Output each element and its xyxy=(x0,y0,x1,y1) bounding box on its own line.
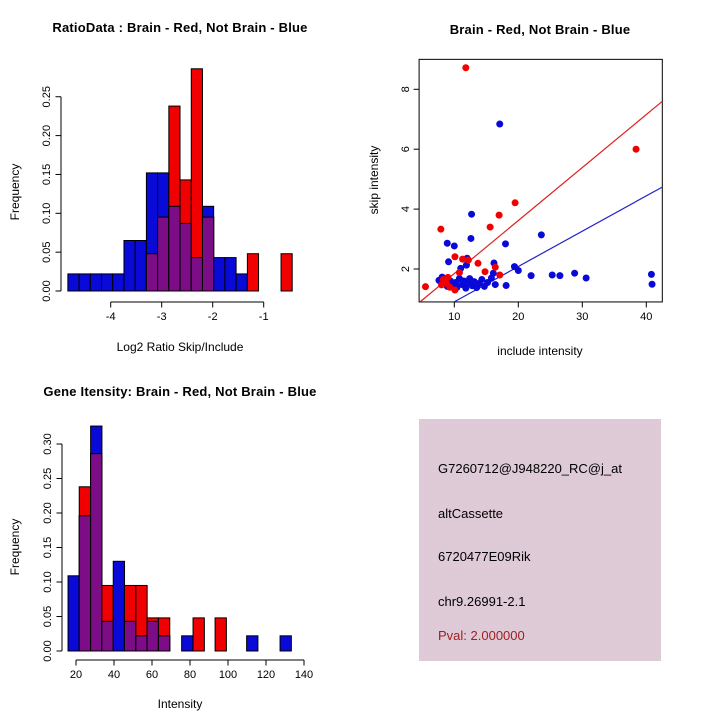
scatter-point-red xyxy=(496,271,503,278)
scatter-point-blue xyxy=(492,281,499,288)
bar-red xyxy=(281,254,292,291)
tick-label: 2 xyxy=(400,265,413,273)
tick-label: 40 xyxy=(640,310,653,323)
gene-hist-xlabel: Intensity xyxy=(157,697,203,711)
scatter-point-blue xyxy=(583,274,590,281)
info-panel xyxy=(419,419,661,661)
tick-label: 0.25 xyxy=(41,467,54,490)
scatter-point-red xyxy=(456,269,463,276)
ratio-histogram-plot xyxy=(0,0,360,360)
bar-blue xyxy=(225,258,236,291)
scatter-point-blue xyxy=(496,121,503,128)
scatter-ylabel: skip intensity xyxy=(367,145,381,215)
location-text: chr9.26991-2.1 xyxy=(438,594,526,609)
tick-label: 0.05 xyxy=(40,241,53,263)
pval-text: Pval: 2.000000 xyxy=(438,628,525,643)
bar-overlap xyxy=(124,621,135,651)
tick-label: 20 xyxy=(69,669,83,681)
ratio-hist-ylabel: Frequency xyxy=(8,163,22,221)
scatter-point-red xyxy=(633,146,640,153)
bar-overlap xyxy=(136,636,147,651)
scatter-point-blue xyxy=(451,242,458,249)
tick-label: -1 xyxy=(258,311,269,323)
tick-label: 0.10 xyxy=(41,571,54,593)
bar-blue xyxy=(135,240,146,291)
scatter-point-blue xyxy=(502,240,509,247)
tick-label: 8 xyxy=(400,86,413,93)
tick-label: 40 xyxy=(107,669,121,681)
scatter-point-blue xyxy=(503,282,510,289)
scatter-point-red xyxy=(496,212,503,219)
scatter-point-red xyxy=(451,286,458,293)
tick-label: 0.30 xyxy=(41,433,54,455)
scatter-point-blue xyxy=(538,231,545,238)
scatter-xlabel: include intensity xyxy=(497,344,583,358)
scatter-point-blue xyxy=(488,274,495,281)
tick-label: -2 xyxy=(207,311,218,323)
tick-label: 0.20 xyxy=(40,124,53,147)
bar-blue xyxy=(214,258,225,291)
ratio-hist-title: RatioData : Brain - Red, Not Brain - Blue xyxy=(52,20,308,35)
tick-label: 0.05 xyxy=(41,605,54,628)
bar-overlap xyxy=(203,217,214,291)
bar-overlap xyxy=(79,516,90,651)
bar-overlap xyxy=(146,254,157,291)
bar-blue xyxy=(68,576,79,651)
bar-overlap xyxy=(91,454,102,651)
bar-blue xyxy=(102,274,113,291)
bar-red xyxy=(247,254,258,291)
scatter-title: Brain - Red, Not Brain - Blue xyxy=(449,22,631,37)
bar-overlap xyxy=(180,223,191,291)
gene-hist-title: Gene Itensity: Brain - Red, Not Brain - Blue xyxy=(43,384,317,399)
tick-label: 0.00 xyxy=(40,280,53,302)
scatter-point-red xyxy=(451,253,458,260)
scatter-point-blue xyxy=(468,211,475,218)
tick-label: 0.25 xyxy=(40,86,53,108)
scatter-point-blue xyxy=(515,267,522,274)
bar-red xyxy=(215,618,226,651)
scatter-point-red xyxy=(422,283,429,290)
tick-label: 30 xyxy=(576,310,589,323)
tick-label: 0.10 xyxy=(40,202,53,225)
tick-label: 0.20 xyxy=(41,502,54,524)
bar-overlap xyxy=(102,621,113,651)
tick-label: 0.15 xyxy=(40,163,53,186)
scatter-point-red xyxy=(437,226,444,233)
bar-blue xyxy=(280,636,291,651)
tick-label: 0.15 xyxy=(41,536,54,559)
scatter-point-blue xyxy=(467,235,474,242)
bar-overlap xyxy=(158,636,169,651)
gene-histogram-plot xyxy=(0,360,360,720)
scatter-point-blue xyxy=(445,258,452,265)
tick-label: -4 xyxy=(105,311,116,323)
bar-blue xyxy=(90,274,101,291)
scatter-point-red xyxy=(462,64,469,71)
bar-blue xyxy=(113,561,124,651)
bar-red xyxy=(193,618,204,651)
bar-blue xyxy=(236,274,247,291)
bar-blue xyxy=(247,636,258,651)
bar-blue xyxy=(182,636,193,651)
scatter-point-red xyxy=(474,260,481,267)
bar-blue xyxy=(68,274,79,291)
bar-overlap xyxy=(147,621,158,651)
tick-label: 6 xyxy=(400,146,413,153)
scatter-point-red xyxy=(512,199,519,206)
scatter-point-blue xyxy=(444,240,451,247)
scatter-point-red xyxy=(465,257,472,264)
tick-label: 4 xyxy=(400,206,413,213)
bar-overlap xyxy=(158,217,169,291)
scatter-point-blue xyxy=(649,281,656,288)
scatter-plot xyxy=(360,0,720,360)
scatter-point-red xyxy=(444,274,451,281)
scatter-point-blue xyxy=(549,271,556,278)
scatter-point-blue xyxy=(528,272,535,279)
tick-label: 10 xyxy=(448,310,461,323)
bar-blue xyxy=(79,274,90,291)
tick-label: 60 xyxy=(145,669,159,681)
gene-name-text: 6720477E09Rik xyxy=(438,549,531,564)
tick-label: 140 xyxy=(294,669,314,681)
gene-hist-ylabel: Frequency xyxy=(8,518,22,576)
ratio-hist-xlabel: Log2 Ratio Skip/Include xyxy=(116,340,244,354)
tick-label: 0.00 xyxy=(41,640,54,662)
bar-overlap xyxy=(191,258,202,291)
scatter-point-blue xyxy=(571,270,578,277)
event-type-text: altCassette xyxy=(438,506,504,521)
scatter-point-blue xyxy=(648,271,655,278)
tick-label: -3 xyxy=(156,311,167,323)
bar-blue xyxy=(124,240,135,291)
tick-label: 120 xyxy=(256,669,276,681)
tick-label: 80 xyxy=(183,669,197,681)
probe-id-text: G7260712@J948220_RC@j_at xyxy=(438,461,622,476)
scatter-point-red xyxy=(438,281,445,288)
scatter-point-red xyxy=(487,224,494,231)
bar-overlap xyxy=(169,206,180,291)
scatter-point-red xyxy=(492,264,499,271)
bar-blue xyxy=(113,274,124,291)
plot-box xyxy=(419,59,662,302)
tick-label: 20 xyxy=(512,310,525,323)
scatter-point-blue xyxy=(556,272,563,279)
scatter-point-red xyxy=(482,268,489,275)
tick-label: 100 xyxy=(218,669,238,681)
